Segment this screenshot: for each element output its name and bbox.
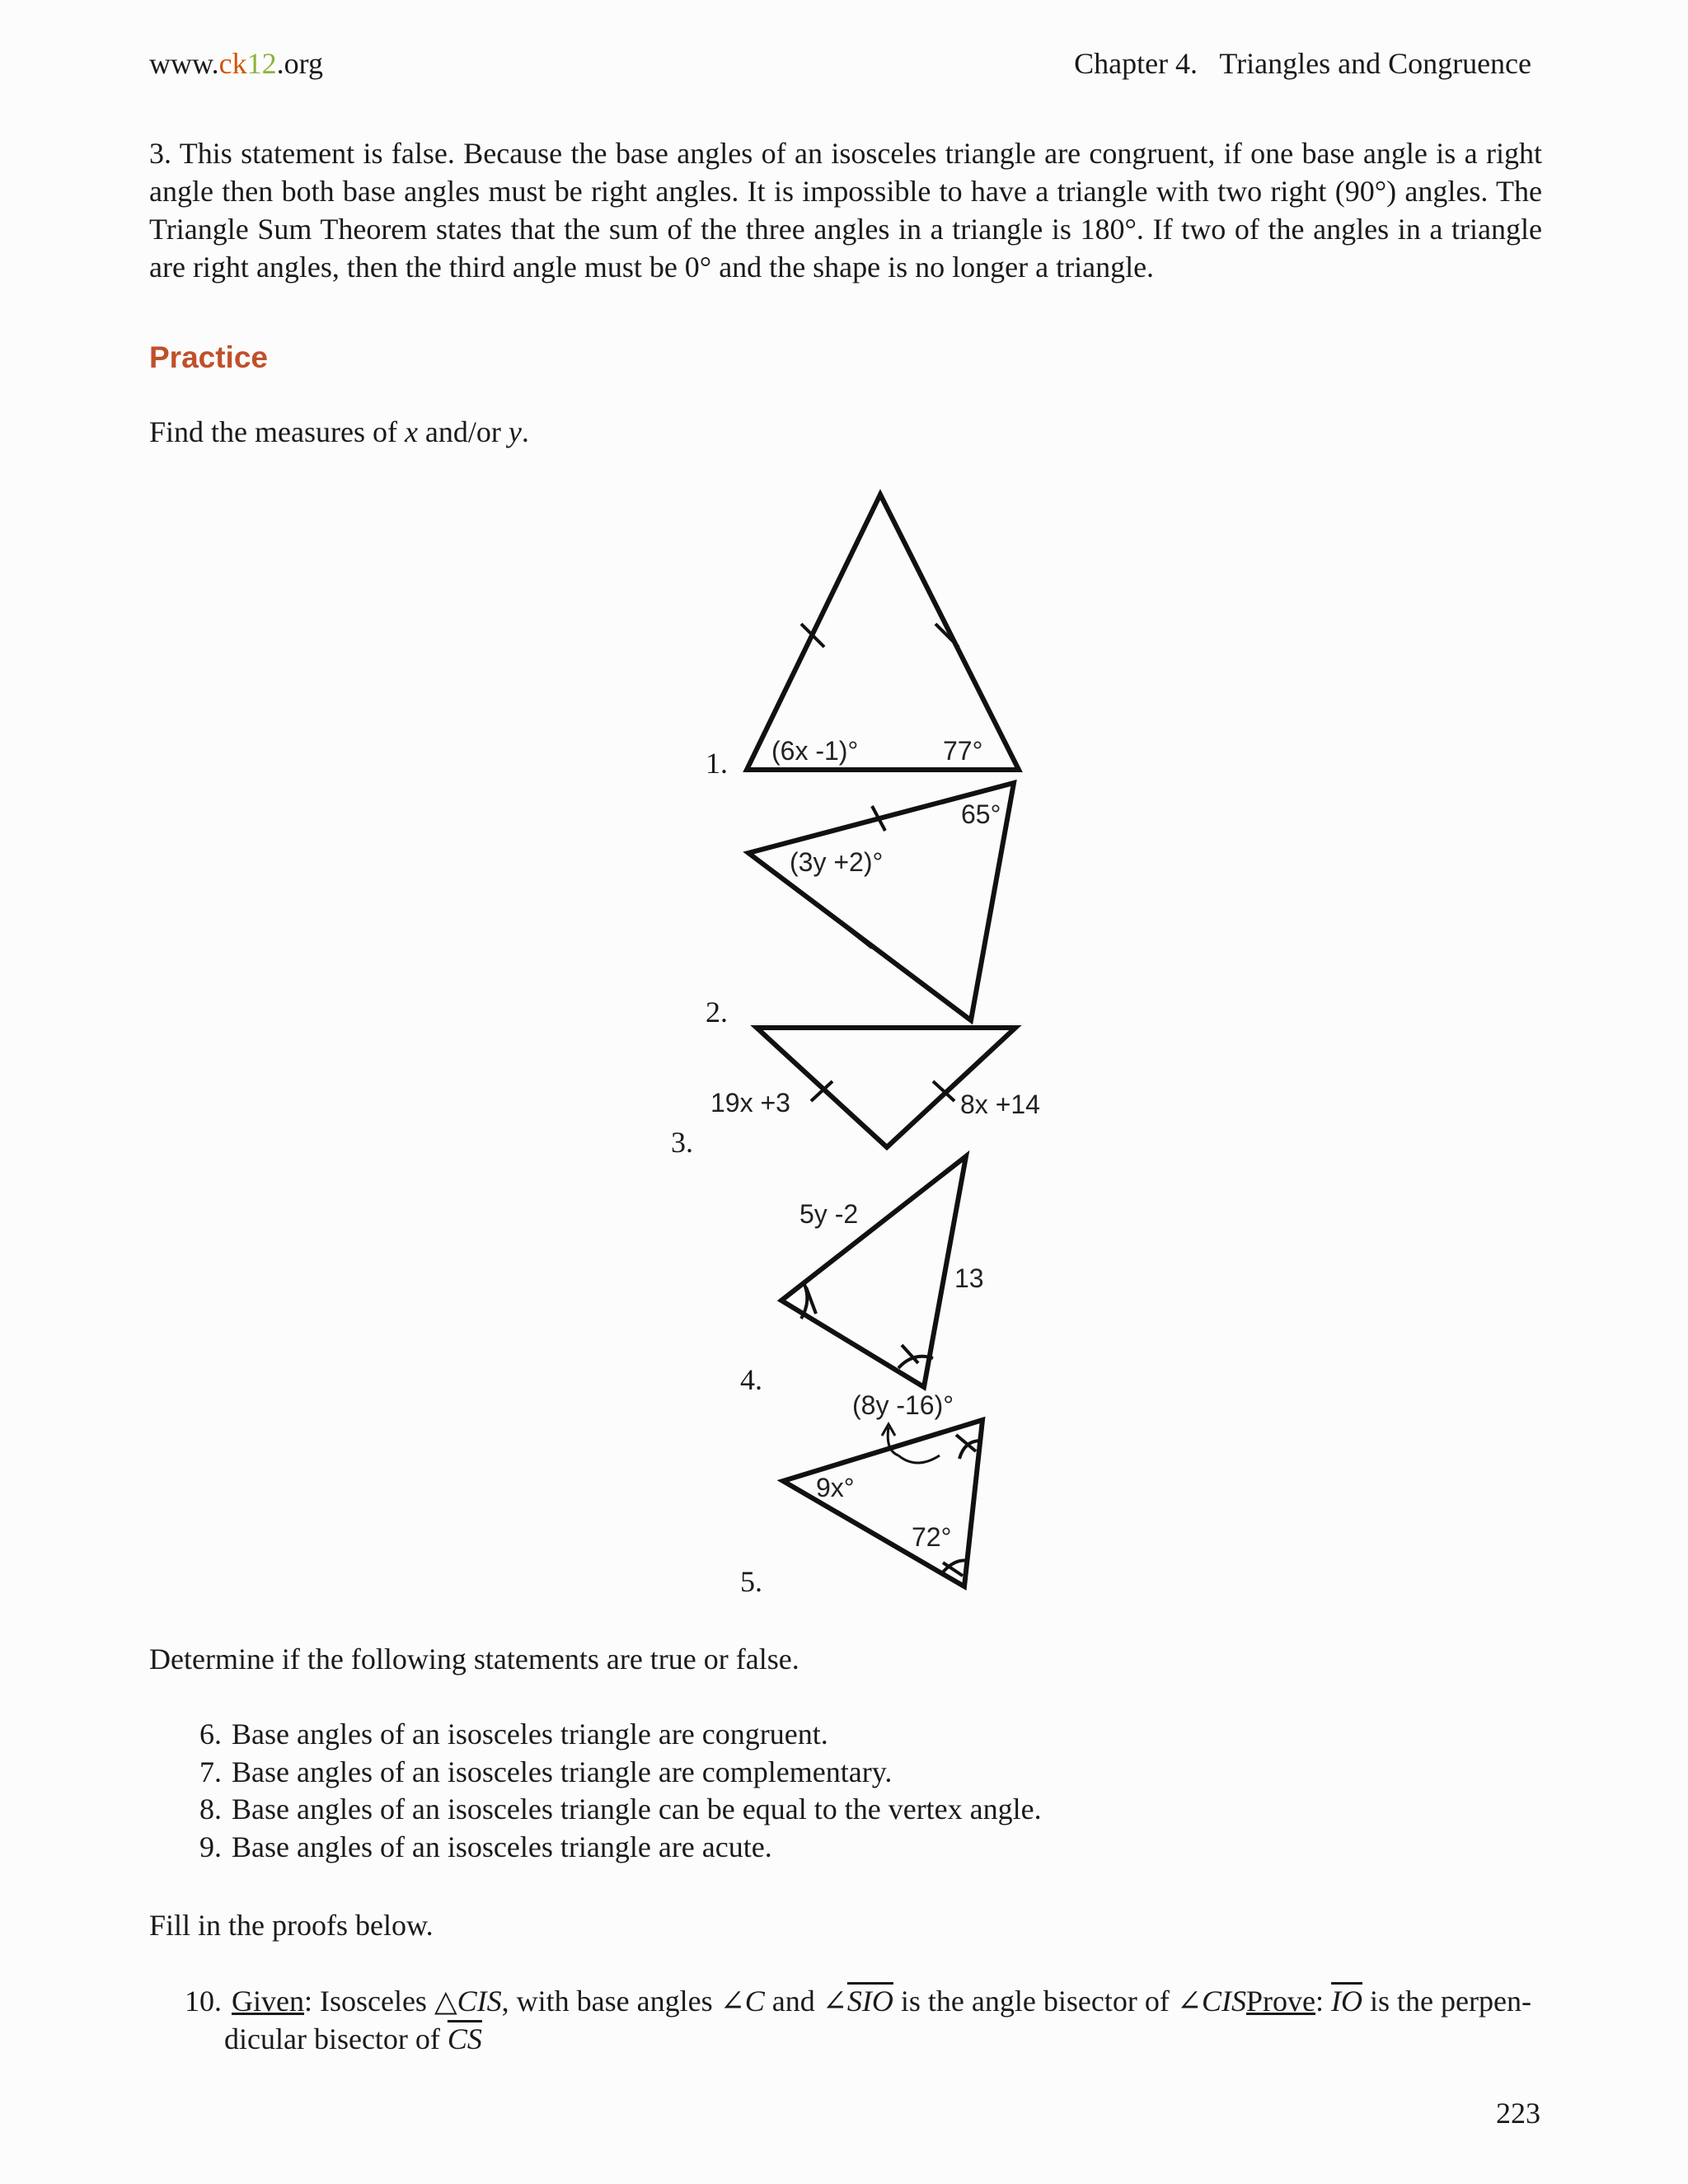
- true-false-instruction: Determine if the following statements are true or false.: [149, 1643, 799, 1675]
- fig4-number: 4.: [740, 1363, 762, 1396]
- fig2-number: 2.: [706, 996, 728, 1029]
- list-item: 8. Base angles of an isosceles triangle can be equal to the vertex angle.: [199, 1793, 1042, 1825]
- list-item: 9. Base angles of an isosceles triangle are acute.: [199, 1830, 772, 1863]
- fig4-right-side: 13: [954, 1263, 984, 1293]
- proofs-instruction: Fill in the proofs below.: [149, 1909, 434, 1942]
- fig5-bottom-angle: 72°: [912, 1522, 952, 1552]
- site-url: www.ck12.org: [149, 47, 323, 80]
- true-false-list: [149, 1716, 1042, 1866]
- fig5-left-angle: 9x°: [816, 1473, 855, 1502]
- list-item: 7. Base angles of an isosceles triangle are complementary.: [199, 1755, 893, 1788]
- triangle-2: [748, 783, 1014, 1020]
- fig2-top-angle: 65°: [961, 799, 1001, 829]
- chapter-title: Chapter 4. Triangles and Congruence: [1074, 47, 1531, 80]
- triangle-5: [783, 1420, 982, 1586]
- fig3-number: 3.: [671, 1126, 693, 1159]
- page-number: 223: [1496, 2097, 1540, 2130]
- triangle-1: [747, 494, 1019, 770]
- fig2-left-angle: (3y +2)°: [790, 847, 884, 877]
- list-item: 6. Base angles of an isosceles triangle are congruent.: [199, 1718, 828, 1750]
- fig1-right-angle: 77°: [943, 736, 983, 766]
- triangle-4: [781, 1156, 966, 1387]
- fig1-number: 1.: [706, 747, 728, 780]
- fig3-right-side: 8x +14: [960, 1090, 1040, 1119]
- fig5-top-angle: (8y -16)°: [852, 1390, 954, 1420]
- find-measures-instruction: Find the measures of x and/or y.: [149, 415, 529, 448]
- proof-10: 10. Given: Isosceles △CIS, with base angles ∠C and $\angle\overline{SIO}$ is the angle bisector of ∠CISProve: $\overline{IO}$ is the perpen- dicular bisector of $\overline{CS}$: [185, 1985, 1531, 2055]
- fig4-top-side: 5y -2: [799, 1199, 859, 1229]
- fig5-number: 5.: [740, 1565, 762, 1598]
- practice-heading: Practice: [149, 340, 268, 374]
- fig3-left-side: 19x +3: [710, 1088, 790, 1118]
- triangle-3: [757, 1028, 1015, 1147]
- fig1-left-angle: (6x -1)°: [771, 736, 859, 766]
- answer-3-paragraph: 3. This statement is false. Because the base angles of an isosceles triangle are congruent, if one base angle is a right angle then both base angles must be right angles. It is impossible to have a triangle with two right (90°) angles. The Triangle Sum Theorem states that the sum of the three angles in a triangle is 180°. If two of the angles in a triangle are right angles, then the third angle must be 0° and the shape is no longer a triangle.: [149, 137, 1542, 284]
